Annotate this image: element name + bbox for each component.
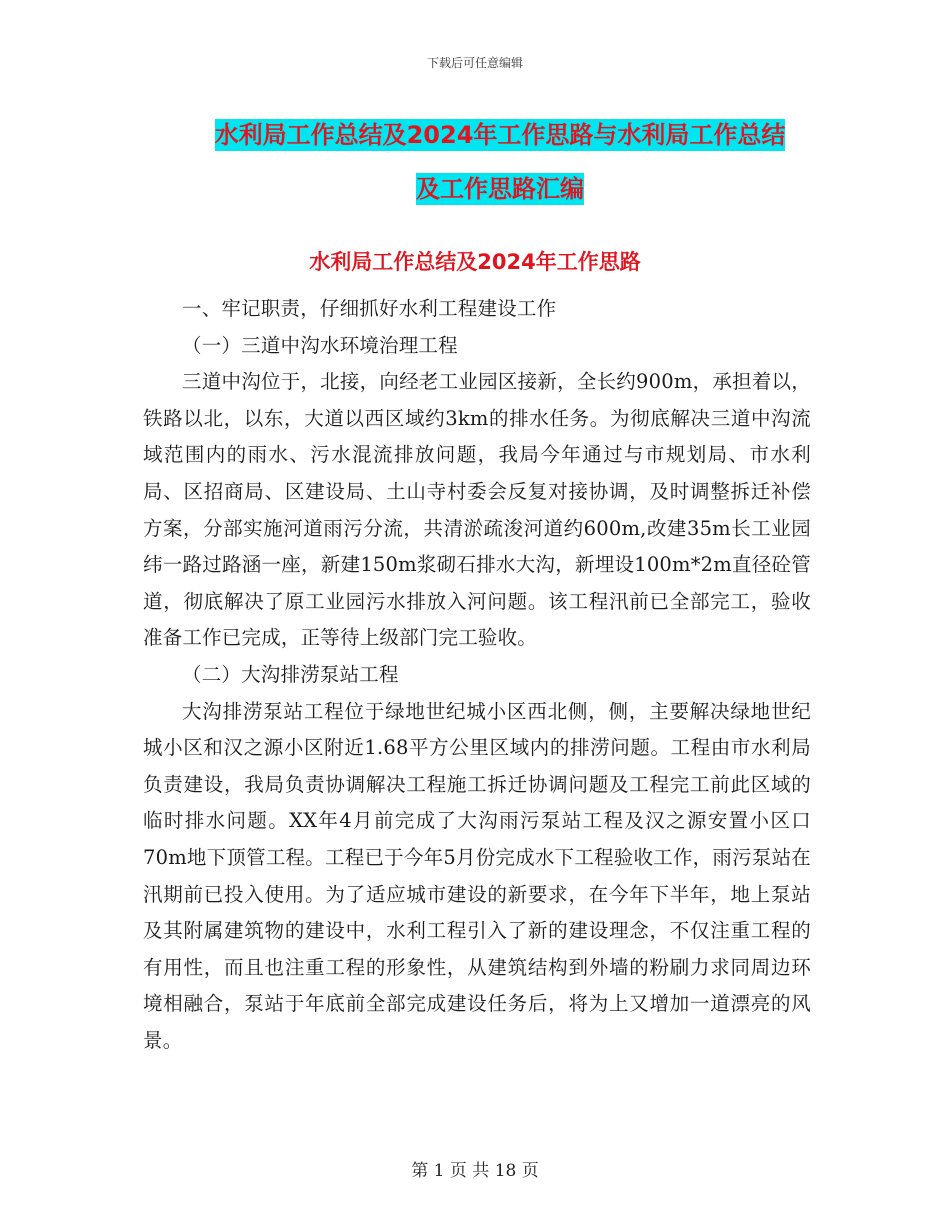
paragraph-1: 三道中沟位于，北接，向经老工业园区接新，全长约900m，承担着以，铁路以北，以东，大道以西区域约3km的排水任务。为彻底解决三道中沟流域范围内的雨水、污水混流排放问题，我局今年通过与市规划局、市水利局、区招商局、区建设局、土山寺村委会反复对接协调，及时调整拆迁补偿方案，分部实施河道雨污分流，共清淤疏浚河道约600m,改建35m长工业园纬一路过路涵一座，新建150m浆砌石排水大沟，新埋设100m*2m直径砼管道，彻底解决了原工业园污水排放入河问题。该工程汛前已全部完工，验收准备工作已完成，正等待上级部门完工验收。	[143, 370, 811, 650]
document-title-line-1: 水利局工作总结及2024年工作思路与水利局工作总结	[214, 121, 786, 149]
section-title: 水利局工作总结及2024年工作思路	[309, 250, 641, 274]
document-body	[143, 291, 811, 1059]
subheading-2: （二）大沟排涝泵站工程	[182, 662, 399, 686]
page-footer: 第 1 页 共 18 页	[411, 1161, 539, 1181]
paragraph-2: 大沟排涝泵站工程位于绿地世纪城小区西北侧，侧，主要解决绿地世纪城小区和汉之源小区附近1.68平方公里区域内的排涝问题。工程由市水利局负责建设，我局负责协调解决工程施工拆迁协调问题及工程完工前此区域的临时排水问题。XX年4月前完成了大沟雨污泵站工程及汉之源安置小区口70m地下顶管工程。工程已于今年5月份完成水下工程验收工作，雨污泵站在汛期前已投入使用。为了适应城市建设的新要求，在今年下半年，地上泵站及其附属建筑物的建设中，水利工程引入了新的建设理念，不仅注重工程的有用性，而且也注重工程的形象性，从建筑结构到外墙的粉刷力求同周边环境相融合，泵站于年底前全部完成建设任务后，将为上又增加一道漂亮的风景。	[143, 699, 811, 1052]
heading-1: 一、牢记职责，仔细抓好水利工程建设工作	[182, 297, 557, 320]
document-title	[180, 108, 820, 216]
subheading-1: （一）三道中沟水环境治理工程	[182, 333, 458, 357]
document-title-line-2: 及工作思路汇编	[416, 175, 584, 203]
page-header-note: 下载后可任意编辑	[426, 56, 523, 70]
